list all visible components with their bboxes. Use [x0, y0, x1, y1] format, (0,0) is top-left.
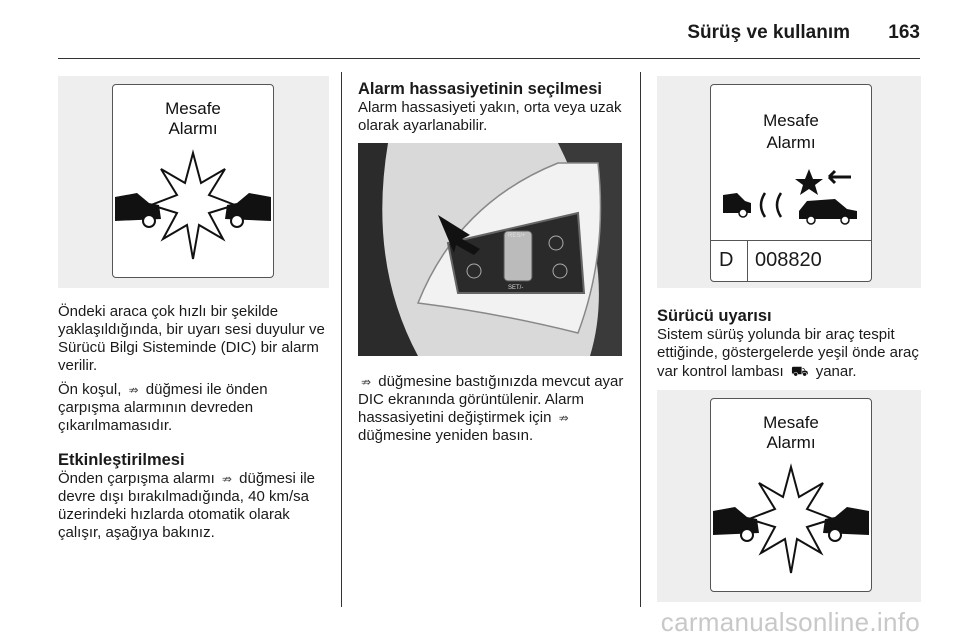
wave-icon-1	[761, 193, 765, 217]
figure-code-row	[711, 240, 871, 281]
page-header	[0, 0, 960, 64]
sensitivity-heading: Alarm hassasiyetinin seçilmesi	[358, 80, 602, 98]
middle-para-2-text: düğmesine yeniden basın.	[358, 427, 534, 444]
middle-para-1-text: düğmesine bastığınızda mevcut ayar DIC ekranında görüntülenir. Alarm hassasiyetini değiştirmek için	[358, 373, 624, 426]
collision-alert-button-icon-4: ⇏	[558, 411, 569, 425]
distance-alarm-figure-right-2	[657, 390, 921, 602]
own-car-icon	[723, 193, 751, 217]
collision-alert-button-icon-2: ⇏	[221, 472, 232, 486]
car-left-icon	[115, 193, 161, 227]
distance-alarm-figure-right	[657, 76, 921, 288]
left-text-column	[58, 303, 330, 542]
left-para-2a: Ön koşul,	[58, 381, 122, 398]
star-icon	[795, 169, 823, 195]
steering-wheel-figure	[358, 143, 622, 356]
collision-icon-2	[711, 461, 871, 581]
set-label: SET/-	[508, 285, 524, 291]
sensitivity-intro: Alarm hassasiyeti yakın, orta veya uzak olarak ayarlanabilir.	[358, 99, 622, 134]
page-number: 163	[888, 22, 920, 43]
steering-wheel-illustration	[358, 143, 622, 356]
car-left-icon-2	[713, 507, 759, 541]
right-para-a: Sistem sürüş yolunda bir araç tespit ettiğinde, göstergelerde yeşil önde araç var kontrol lambası	[657, 326, 919, 380]
middle-text-bottom	[358, 373, 628, 445]
watermark: carmanualsonline.info	[660, 607, 920, 637]
left-para-1: Öndeki araca çok hızlı bir şekilde yaklaşıldığında, bir uyarı sesi duyulur ve Sürücü Bilgi Sisteminde (DIC) bir alarm verilir.	[58, 303, 325, 374]
header-rule	[58, 58, 920, 59]
right-text-column	[657, 307, 925, 381]
code-letter: D	[719, 249, 734, 271]
distance-alarm-figure-left	[58, 76, 329, 288]
right-para	[657, 326, 925, 381]
middle-text-top	[358, 80, 628, 135]
lead-car-icon	[799, 199, 857, 224]
left-para-2b: düğmesi ile önden çarpışma alarmının devreden çıkarılmamasıdır.	[58, 381, 268, 434]
column-divider-1	[341, 72, 342, 607]
middle-para-1	[358, 373, 628, 445]
left-para-2	[58, 381, 330, 435]
figure-line2: Alarmı	[168, 119, 218, 138]
collision-alert-button-icon-3: ⇏	[361, 375, 372, 389]
sensitivity-icon	[711, 165, 871, 235]
column-divider-2	[640, 72, 641, 607]
figure2-line2: Alarmı	[766, 433, 816, 452]
dic-display-panel-coded	[710, 84, 872, 282]
activation-heading: Etkinleştirilmesi	[58, 451, 185, 469]
figure-r-line2: Alarmı	[766, 133, 816, 152]
collision-alert-button-icon: ⇏	[128, 383, 139, 397]
right-para-b: yanar.	[815, 363, 857, 380]
dic-display-panel	[112, 84, 274, 278]
code-divider	[747, 241, 748, 281]
figure-line1: Mesafe	[165, 99, 221, 118]
dic-display-panel-2	[710, 398, 872, 592]
code-number: 008820	[755, 249, 822, 271]
figure-r-line1: Mesafe	[763, 111, 819, 130]
wave-icon-2	[777, 193, 781, 217]
left-para-3a: Önden çarpışma alarmı	[58, 470, 215, 487]
left-para-3	[58, 470, 330, 542]
driver-warning-heading: Sürücü uyarısı	[657, 307, 772, 325]
res-label: RES/+	[508, 233, 526, 239]
arrow-left-icon	[829, 171, 851, 183]
car-right-icon	[225, 193, 271, 227]
header-title: Sürüş ve kullanım	[687, 22, 850, 43]
figure2-line1: Mesafe	[763, 413, 819, 432]
car-right-icon-2	[823, 507, 869, 541]
collision-icon	[113, 147, 273, 267]
left-para-3b: düğmesi ile devre dışı bırakılmadığında, 40 km/sa üzerindeki hızlarda otomatik olarak çalışır, aşağıya bakınız.	[58, 470, 316, 541]
vehicle-ahead-icon: ⛟	[790, 363, 809, 379]
